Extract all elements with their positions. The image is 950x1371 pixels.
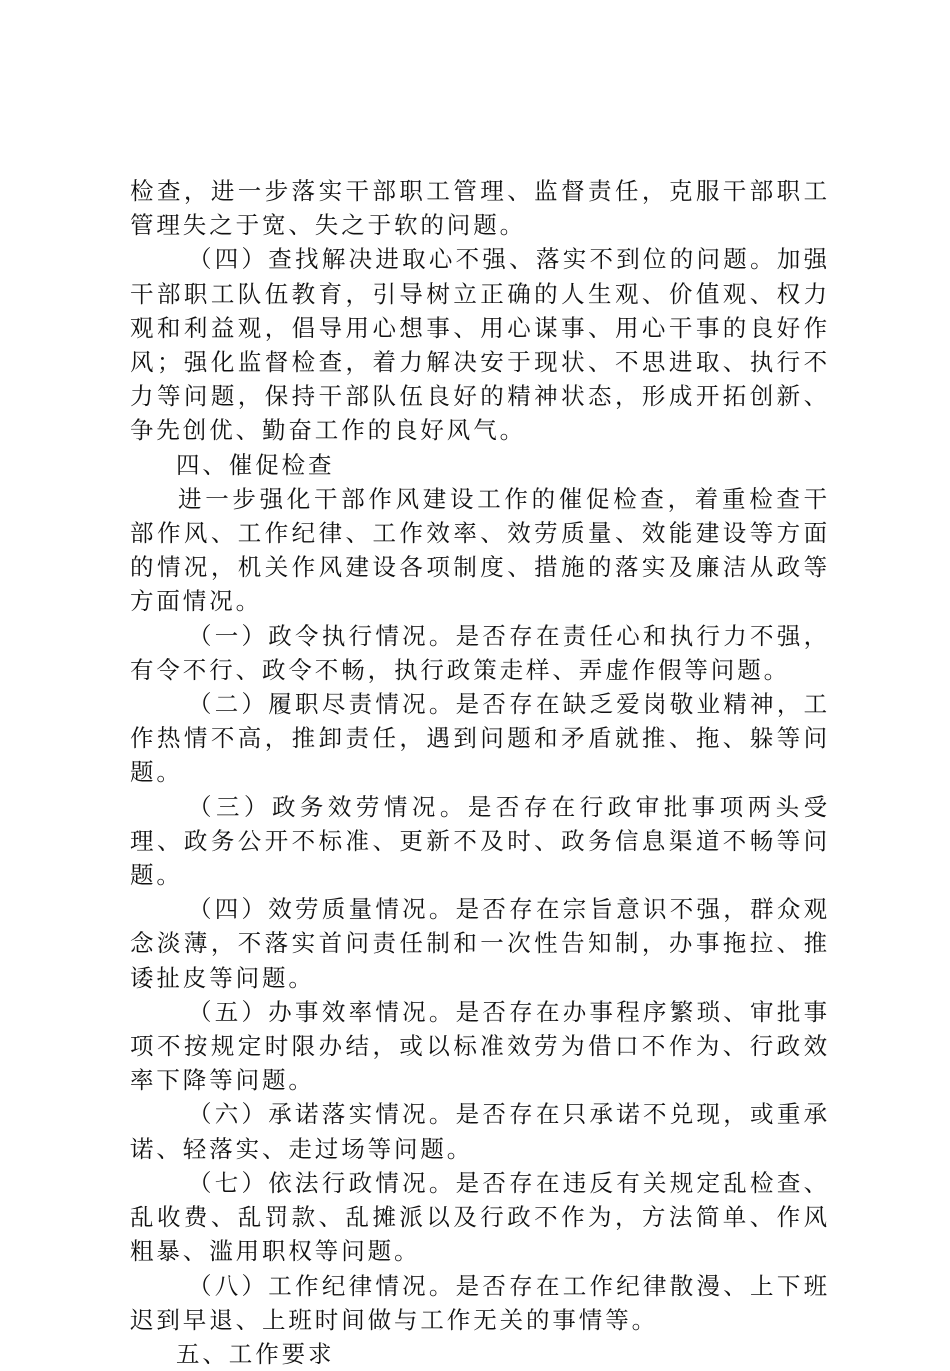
paragraph-continuation: 检查，进一步落实干部职工管理、监督责任，克服干部职工管理失之于宽、失之于软的问题。: [130, 177, 830, 240]
paragraph-item-6-commitments: （六）承诺落实情况。是否存在只承诺不兑现，或重承诺、轻落实、走过场等问题。: [130, 1100, 830, 1163]
section-heading-inspection: 四、催促检查: [176, 450, 335, 479]
paragraph-item-2-duties: （二）履职尽责情况。是否存在缺乏爱岗敬业精神，工作热情不高，推卸责任，遇到问题和矛盾就推、拖、躲等问题。: [130, 690, 830, 787]
paragraph-inspection-intro: 进一步强化干部作风建设工作的催促检查，着重检查干部作风、工作纪律、工作效率、效劳质量、效能建设等方面的情况，机关作风建设各项制度、措施的落实及廉洁从政等方面情况。: [130, 484, 830, 616]
paragraph-item-8-discipline: （八）工作纪律情况。是否存在工作纪律散漫、上下班迟到早退、上班时间做与工作无关的事情等。: [130, 1271, 830, 1334]
paragraph-item-1-orders: （一）政令执行情况。是否存在责任心和执行力不强，有令不行、政令不畅，执行政策走样、弄虚作假等问题。: [130, 621, 830, 684]
paragraph-item-3-services: （三）政务效劳情况。是否存在行政审批事项两头受理、政务公开不标准、更新不及时、政务信息渠道不畅等问题。: [130, 792, 830, 890]
paragraph-item-7-law: （七）依法行政情况。是否存在违反有关规定乱检查、乱收费、乱罚款、乱摊派以及行政不作为，方法简单、作风粗暴、滥用职权等问题。: [130, 1168, 830, 1266]
paragraph-item-5-efficiency: （五）办事效率情况。是否存在办事程序繁琐、审批事项不按规定时限办结，或以标准效劳为借口不作为、行政效率下降等问题。: [130, 997, 830, 1095]
section-heading-requirements: 五、工作要求: [176, 1339, 335, 1368]
document-body: [130, 174, 830, 1371]
paragraph-item-4-quality: （四）效劳质量情况。是否存在宗旨意识不强，群众观念淡薄，不落实首问责任制和一次性告知制，办事拖拉、推诿扯皮等问题。: [130, 895, 830, 992]
paragraph-item-4-initiative: （四）查找解决进取心不强、落实不到位的问题。加强干部职工队伍教育，引导树立正确的人生观、价值观、权力观和利益观，倡导用心想事、用心谋事、用心干事的良好作风；强化监督检查，着力解决安于现状、不思进取、执行不力等问题，保持干部队伍良好的精神状态，形成开拓创新、争先创优、勤奋工作的良好风气。: [130, 245, 830, 445]
